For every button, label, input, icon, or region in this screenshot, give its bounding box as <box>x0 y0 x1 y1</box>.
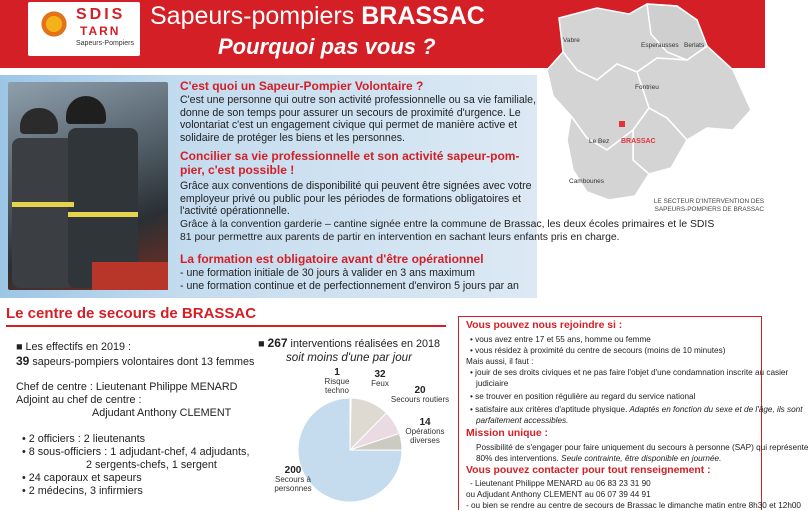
join-also: Mais aussi, il faut : <box>466 357 534 366</box>
grade-sous-officiers-cont: 2 sergents-chefs, 1 sergent <box>86 459 217 471</box>
mission-text-cont: 80% des interventions. Seule contrainte, être disponible en journée. <box>476 454 722 463</box>
join-residence: • vous résidez à proximité du centre de secours (moins de 10 minutes) <box>470 346 726 355</box>
logo-tarn-text: TARN <box>80 24 121 38</box>
join-age: • vous avez entre 17 et 55 ans, homme ou femme <box>470 335 651 344</box>
label-secours-routiers: 20 Secours routiers <box>390 385 450 404</box>
grade-caporaux: • 24 caporaux et sapeurs <box>22 472 142 484</box>
map-label-brassac: BRASSAC <box>621 138 656 145</box>
q2-text: Grâce aux conventions de disponibilité qui peuvent être signées avec votre employeur privé ou public pour les périodes de formations obligatoires et l'activité opérationnelle. <box>180 180 532 217</box>
q2-heading: Concilier sa vie professionnelle et son activité sapeur-pom- pier, c'est possible ! <box>180 149 520 177</box>
q3-text: - une formation initiale de 30 jours à valider en 3 ans maximum - une formation continue et de perfectionnement d'environ 5 jours par an <box>180 267 519 292</box>
firefighters-photo <box>8 82 168 290</box>
map-label-lebez: Le Bez <box>589 138 610 145</box>
label-secours-personnes: 200 Secours à personnes <box>274 465 312 493</box>
logo-sdis-text: SDIS <box>76 6 126 23</box>
join-civic-cont: judiciaire <box>476 379 509 388</box>
sun-emblem-icon <box>38 8 70 40</box>
mission-heading: Mission unique : <box>466 428 548 439</box>
q2-text-garderie: Grâce à la convention garderie – cantine signée entre la commune de Brassac, les deux écoles primaires et le SDIS 81 pour permettre aux parents de partir en intervention en sachant leurs enfants pris en charge. <box>180 219 715 243</box>
grade-sous-officiers: • 8 sous-officiers : 1 adjudant-chef, 4 adjudants, <box>22 446 250 458</box>
mission-text: Possibilité de s'engager pour faire uniquement du secours à personne (SAP) qui représente <box>476 443 808 452</box>
effectifs-count: 39 sapeurs-pompiers volontaires dont 13 femmes <box>16 354 255 368</box>
adjoint-name: Adjudant Anthony CLEMENT <box>92 407 232 419</box>
chef-centre: Chef de centre : Lieutenant Philippe MENARD <box>16 381 238 393</box>
sector-map <box>537 0 765 220</box>
centre-title-rule <box>6 325 446 327</box>
label-operations-diverses: 14 Opérations diverses <box>405 417 445 445</box>
join-civic: • jouir de ses droits civiques et ne pas faire l'objet d'une condamnation inscrite au casier <box>470 368 789 377</box>
map-label-berlats: Berlats <box>684 42 705 49</box>
contact-clement: ou Adjudant Anthony CLEMENT au 06 07 39 44 91 <box>466 490 651 499</box>
grade-officiers: • 2 officiers : 2 lieutenants <box>22 433 146 445</box>
brassac-marker <box>619 121 625 127</box>
label-risque-techno: 1 Risque techno <box>324 367 350 395</box>
page-subtitle: Pourquoi pas vous ? <box>218 34 436 59</box>
logo-subtitle: Sapeurs-Pompiers <box>76 40 134 47</box>
map-label-esperausses: Esperausses <box>641 42 679 49</box>
interventions-count: ■ 267 interventions réalisées en 2018 <box>258 336 441 350</box>
label-feux: 32 Feux <box>371 369 389 388</box>
join-service: • se trouver en position régulière au regard du service national <box>470 392 696 401</box>
map-label-cambounes: Cambounes <box>569 178 605 185</box>
map-caption: LE SECTEUR D'INTERVENTION DES SAPEURS-POMPIERS DE BRASSAC <box>653 198 764 213</box>
effectifs-label: ■ Les effectifs en 2019 : <box>16 341 131 353</box>
q3-heading: La formation est obligatoire avant d'être opérationnel <box>180 252 484 266</box>
contact-visit: - ou bien se rendre au centre de secours de Brassac le dimanche matin entre 8h30 et 12h00 <box>466 501 801 510</box>
q1-text: C'est une personne qui outre son activité professionnelle ou sa vie familiale, donne de son temps pour assurer un secours de proximité d'urgence. Le volontariat c'est un engagement civique qui permet de manière active et solidaire de protéger les biens et les personnes. <box>180 94 536 144</box>
map-label-vabre: Vabre <box>563 37 580 44</box>
interventions-sub: soit moins d'une par jour <box>286 351 412 364</box>
adjoint-label: Adjoint au chef de centre : <box>16 394 142 406</box>
sdis-logo <box>28 2 140 56</box>
grade-medecins: • 2 médecins, 3 infirmiers <box>22 485 143 497</box>
centre-title: Le centre de secours de BRASSAC <box>6 305 257 322</box>
page-title: Sapeurs-pompiers BRASSAC <box>150 2 485 30</box>
q1-heading: C'est quoi un Sapeur-Pompier Volontaire ? <box>180 79 424 93</box>
join-aptitude-cont: parfaitement accessibles. <box>476 416 569 425</box>
contact-heading: Vous pouvez contacter pour tout renseignement : <box>466 465 711 476</box>
map-label-fontrieu: Fontrieu <box>635 84 659 91</box>
join-heading: Vous pouvez nous rejoindre si : <box>466 320 623 331</box>
contact-menard: - Lieutenant Philippe MENARD au 06 83 23 31 90 <box>470 479 651 488</box>
join-aptitude: • satisfaire aux critères d'aptitude physique. Adaptés en fonction du sexe et de l'âge, ils sont <box>470 405 803 414</box>
